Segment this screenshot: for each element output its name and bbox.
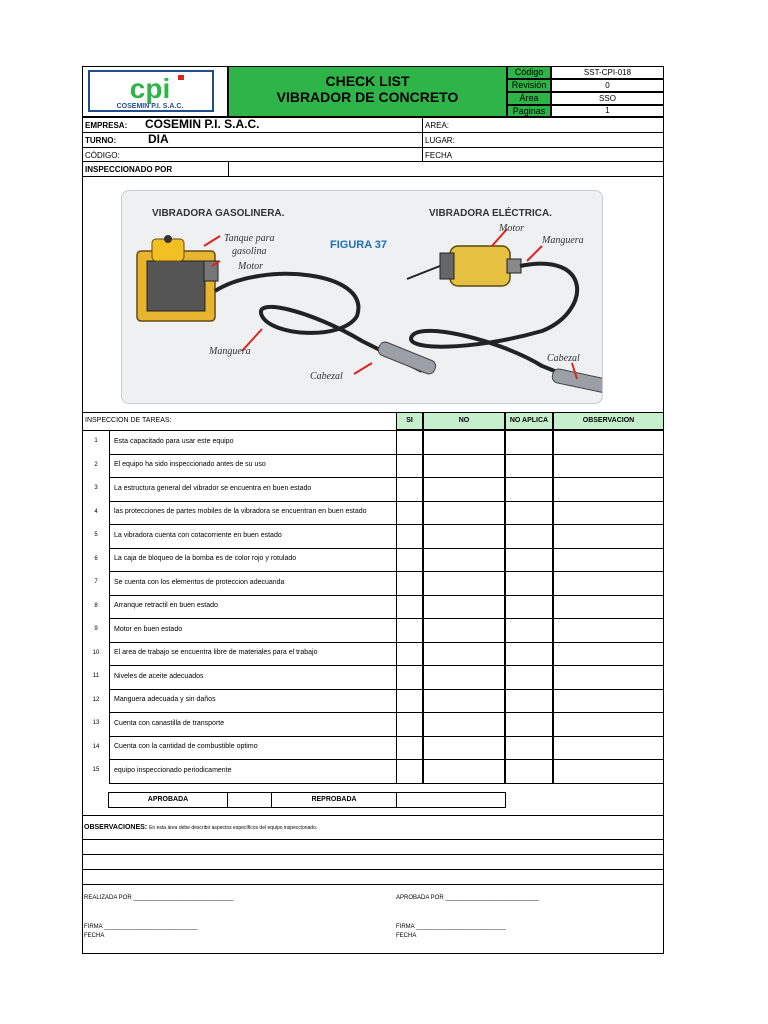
row-number: 6 — [94, 555, 98, 562]
row-number: 7 — [94, 579, 98, 585]
row-no-cell[interactable] — [423, 665, 505, 690]
row-number: 1 — [94, 438, 98, 444]
row-obs-cell[interactable] — [553, 454, 664, 479]
reprobada-label: REPROBADA — [271, 792, 397, 808]
title-line-2: VIBRADOR DE CONCRETO — [276, 89, 459, 105]
electric-motor-icon — [407, 246, 521, 286]
title-line-1: CHECK LIST — [325, 73, 410, 89]
row-si-cell[interactable] — [396, 595, 423, 620]
row-na-cell[interactable] — [505, 595, 553, 620]
row-no-cell[interactable] — [423, 712, 505, 737]
row-na-cell[interactable] — [505, 618, 553, 643]
row-no-cell[interactable] — [423, 642, 505, 667]
empresa-value: COSEMIN P.I. S.A.C. — [145, 117, 260, 131]
meta-value-area: SSO — [551, 92, 664, 105]
row-si-cell[interactable] — [396, 736, 423, 761]
meta-value-code: SST-CPI-018 — [551, 66, 664, 79]
row-na-cell[interactable] — [505, 665, 553, 690]
row-obs-cell[interactable] — [553, 736, 664, 761]
row-number: 11 — [92, 673, 100, 679]
lugar-label: LUGAR: — [425, 136, 455, 145]
row-obs-cell[interactable] — [553, 430, 664, 455]
meta-label-pages: Paginas — [507, 105, 551, 117]
row-number: 13 — [92, 720, 100, 726]
fecha-left: FECHA — [84, 933, 105, 939]
row-obs-cell[interactable] — [553, 759, 664, 784]
row-na-cell[interactable] — [505, 736, 553, 761]
row-na-cell[interactable] — [505, 430, 553, 455]
gasolina-label: gasolina — [232, 246, 267, 257]
row-number: 10 — [92, 649, 100, 656]
vibrator-figure — [121, 190, 603, 404]
meta-label-code: Código — [507, 66, 551, 79]
row-na-cell[interactable] — [505, 642, 553, 667]
row-no-cell[interactable] — [423, 759, 505, 784]
row-obs-cell[interactable] — [553, 571, 664, 596]
row-number: 4 — [94, 508, 98, 515]
row-na-cell[interactable] — [505, 759, 553, 784]
fecha-label: FECHA — [425, 151, 453, 160]
fecha-right: FECHA — [396, 933, 417, 939]
row-si-cell[interactable] — [396, 689, 423, 714]
row-no-cell[interactable] — [423, 430, 505, 455]
manguera-left-label: Manguera — [209, 346, 251, 357]
row-obs-cell[interactable] — [553, 618, 664, 643]
row-obs-cell[interactable] — [553, 642, 664, 667]
row-si-cell[interactable] — [396, 665, 423, 690]
row-task-text: La vibradora cuenta con cotacorriente en buen estado — [114, 531, 282, 539]
row-no-cell[interactable] — [423, 454, 505, 479]
row-task-text: Motor en buen estado — [114, 625, 183, 633]
turno-label: TURNO: — [85, 136, 117, 145]
observations-note: En esta área debe describir aspectos específicos del equipo inspeccionado. — [149, 825, 318, 831]
row-task-text: Niveles de aceite adecuados — [114, 672, 204, 680]
header-no: NO — [423, 412, 505, 430]
row-task-text: Esta capacitado para usar este equipo — [114, 437, 234, 445]
row-si-cell[interactable] — [396, 571, 423, 596]
row-task-text: Arranque retractil en buen estado — [114, 602, 218, 610]
cpi-logo-icon — [90, 72, 212, 110]
row-task-text: las protecciones de partes mobiles de la vibradora se encuentran en buen estado — [114, 508, 367, 516]
row-no-cell[interactable] — [423, 548, 505, 573]
row-na-cell[interactable] — [505, 454, 553, 479]
motor-right-label: Motor — [499, 223, 524, 234]
meta-label-area: Área — [507, 92, 551, 105]
row-obs-cell[interactable] — [553, 689, 664, 714]
row-na-cell[interactable] — [505, 689, 553, 714]
row-obs-cell[interactable] — [553, 477, 664, 502]
row-si-cell[interactable] — [396, 477, 423, 502]
row-si-cell[interactable] — [396, 548, 423, 573]
row-task-text: El area de trabajo se encuentra libre de materiales para el trabajo — [114, 649, 318, 657]
row-task-text: El equipo ha sido inspeccionado antes de su uso — [114, 461, 266, 469]
empresa-label: EMPRESA: — [85, 121, 128, 130]
aprobada-label: APROBADA — [108, 792, 228, 808]
row-task-text: Se cuenta con los elementos de proteccion adecuanda — [114, 578, 285, 586]
row-na-cell[interactable] — [505, 712, 553, 737]
observations — [84, 824, 317, 831]
tanque-label: Tanque para — [224, 233, 275, 244]
row-si-cell[interactable] — [396, 618, 423, 643]
meta-label-revision: Revisión — [507, 79, 551, 92]
row-obs-cell[interactable] — [553, 595, 664, 620]
row-number: 14 — [92, 743, 100, 750]
row-task-text: equipo inspeccionado periodicamente — [114, 766, 232, 774]
row-na-cell[interactable] — [505, 501, 553, 526]
title-box — [228, 66, 507, 117]
row-na-cell[interactable] — [505, 548, 553, 573]
row-no-cell[interactable] — [423, 501, 505, 526]
motor-left-label: Motor — [238, 261, 263, 272]
row-task-text: Cuenta con la cantidad de combustible optimo — [114, 743, 258, 751]
observations-label: OBSERVACIONES: — [84, 824, 148, 831]
row-task-text: Cuenta con canastilla de transporte — [114, 719, 225, 727]
row-no-cell[interactable] — [423, 618, 505, 643]
row-si-cell[interactable] — [396, 712, 423, 737]
aprobada-por: APROBADA POR ____________________________ — [396, 895, 539, 901]
aprobada-checkbox[interactable] — [227, 792, 272, 808]
vibrator-illustration — [122, 191, 602, 403]
header-task: INSPECCION DE TAREAS: — [85, 417, 172, 424]
realizada-por: REALIZADA POR ______________________________ — [84, 895, 234, 901]
left-figure-title: VIBRADORA GASOLINERA. — [152, 208, 285, 219]
firma-left: FIRMA ____________________________ — [84, 924, 198, 930]
row-number: 9 — [94, 626, 98, 632]
row-no-cell[interactable] — [423, 524, 505, 549]
row-si-cell[interactable] — [396, 501, 423, 526]
gasoline-engine-icon — [137, 235, 218, 321]
codigo-label: CÓDIGO: — [85, 151, 120, 160]
row-no-cell[interactable] — [423, 595, 505, 620]
cabezal-left-label: Cabezal — [310, 371, 343, 382]
figure-label: FIGURA 37 — [330, 239, 388, 251]
right-figure-title: VIBRADORA ELÉCTRICA. — [429, 208, 552, 219]
row-si-cell[interactable] — [396, 642, 423, 667]
row-number: 3 — [94, 485, 98, 491]
row-number: 12 — [92, 696, 100, 703]
header-obs: OBSERVACION — [553, 412, 664, 430]
row-si-cell[interactable] — [396, 524, 423, 549]
header-si: SI — [396, 412, 423, 430]
row-obs-cell[interactable] — [553, 548, 664, 573]
row-na-cell[interactable] — [505, 524, 553, 549]
inspeccionado-label: INSPECCIONADO POR — [85, 165, 173, 174]
area-label: AREA: — [425, 121, 450, 130]
row-obs-cell[interactable] — [553, 712, 664, 737]
row-task-text: La estructura general del vibrador se encuentra en buen estado — [114, 484, 312, 492]
row-si-cell[interactable] — [396, 759, 423, 784]
cabezal-right-label: Cabezal — [547, 353, 580, 364]
row-na-cell[interactable] — [505, 477, 553, 502]
meta-value-revision: 0 — [551, 79, 664, 92]
logo-text: cpi — [129, 73, 171, 104]
row-obs-cell[interactable] — [553, 501, 664, 526]
row-task-text: Manguera adecuada y sin daños — [114, 696, 216, 704]
row-task-text: La caja de bloqueo de la bomba es de color rojo y rotulado — [114, 555, 297, 563]
meta-value-pages: 1 — [551, 105, 664, 117]
manguera-right-label: Manguera — [542, 235, 584, 246]
row-number: 5 — [94, 532, 98, 538]
row-obs-cell[interactable] — [553, 524, 664, 549]
row-na-cell[interactable] — [505, 571, 553, 596]
row-obs-cell[interactable] — [553, 665, 664, 690]
turno-value: DIA — [148, 132, 169, 146]
header-na: NO APLICA — [505, 412, 553, 430]
logo-subtitle: COSEMIN P.I. S.A.C. — [116, 103, 184, 110]
firma-right: FIRMA ___________________________ — [396, 924, 507, 930]
row-si-cell[interactable] — [396, 430, 423, 455]
row-number: 15 — [92, 767, 100, 773]
row-no-cell[interactable] — [423, 477, 505, 502]
reprobada-checkbox[interactable] — [396, 792, 506, 808]
company-logo — [88, 70, 214, 112]
row-no-cell[interactable] — [423, 689, 505, 714]
row-si-cell[interactable] — [396, 454, 423, 479]
row-no-cell[interactable] — [423, 736, 505, 761]
row-number: 8 — [94, 602, 98, 609]
row-no-cell[interactable] — [423, 571, 505, 596]
row-number: 2 — [94, 461, 98, 468]
